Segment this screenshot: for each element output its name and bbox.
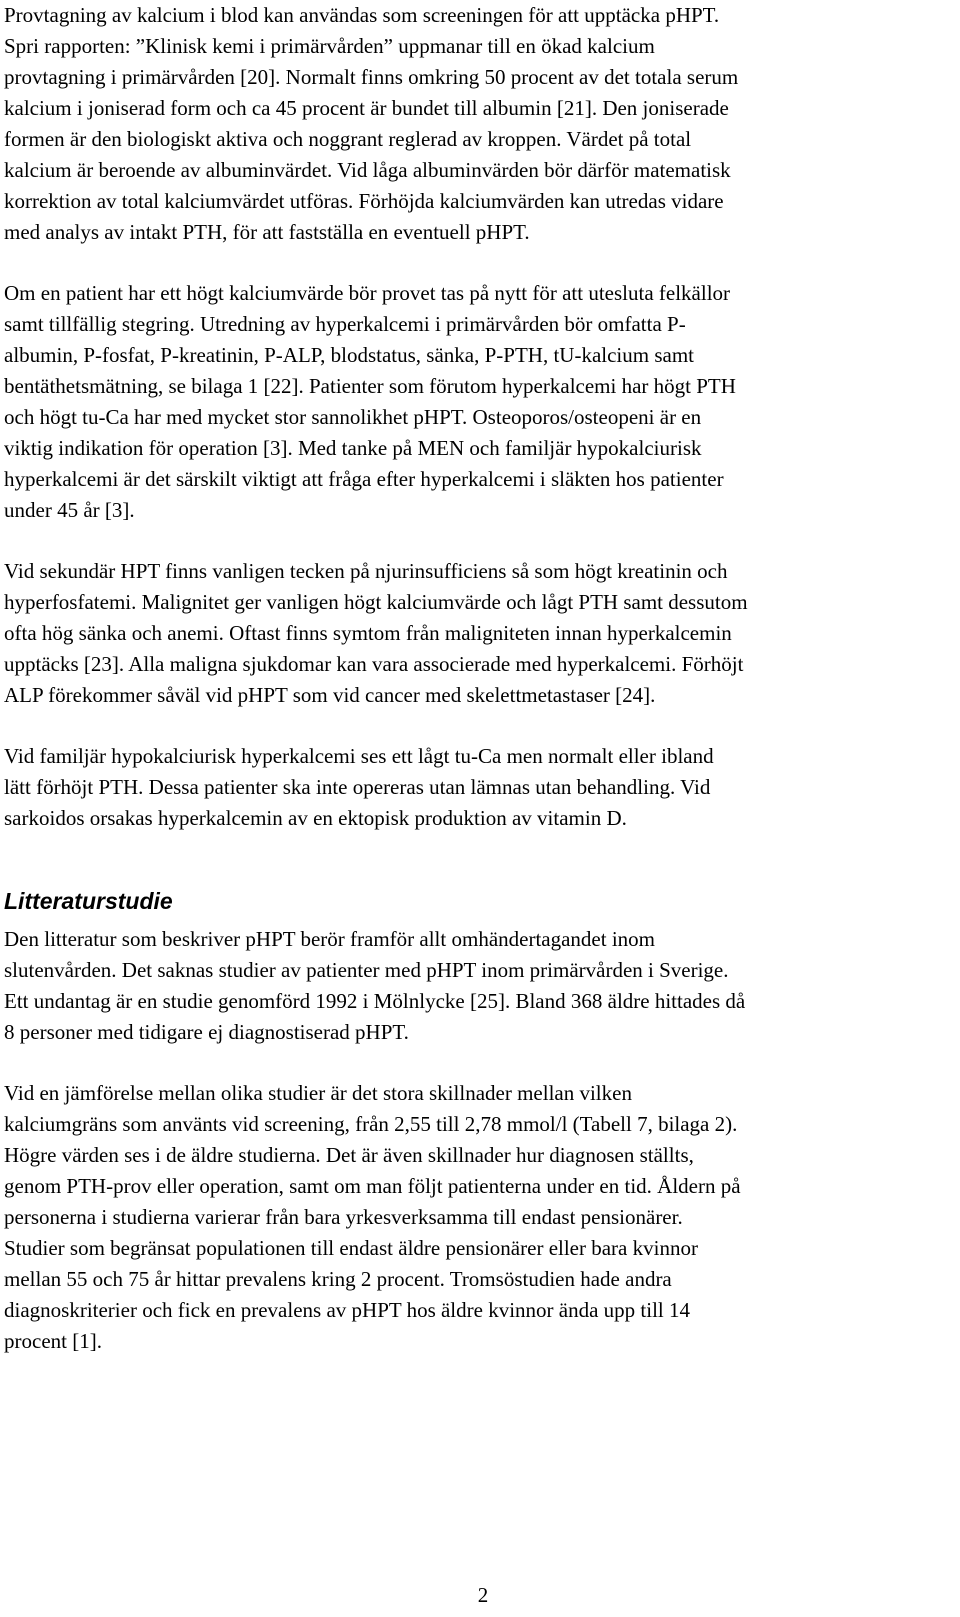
text-line: ofta hög sänka och anemi. Oftast finns symtom från maligniteten innan hyperkalcemin xyxy=(4,621,732,645)
text-line: Om en patient har ett högt kalciumvärde bör provet tas på nytt för att utesluta felkällor xyxy=(4,281,731,305)
section-spacer xyxy=(4,834,954,878)
text-line: 8 personer med tidigare ej diagnostiserad pHPT. xyxy=(4,1020,409,1044)
text-line: lätt förhöjt PTH. Dessa patienter ska inte opereras utan lämnas utan behandling. Vid xyxy=(4,775,711,799)
text-line: mellan 55 och 75 år hittar prevalens kring 2 procent. Tromsöstudien hade andra xyxy=(4,1267,672,1291)
text-line: diagnoskriterier och fick en prevalens av pHPT hos äldre kvinnor ända upp till 14 xyxy=(4,1298,691,1322)
paragraph-spacer xyxy=(4,248,954,278)
text-line: sarkoidos orsakas hyperkalcemin av en ektopisk produktion av vitamin D. xyxy=(4,806,627,830)
text-line: Provtagning av kalcium i blod kan användas som screeningen för att upptäcka pHPT. xyxy=(4,3,720,27)
text-line: provtagning i primärvården [20]. Normalt finns omkring 50 procent av det totala serum xyxy=(4,65,739,89)
paragraph-spacer xyxy=(4,711,954,741)
text-line: kalcium är beroende av albuminvärdet. Vid låga albuminvärden bör därför matematisk xyxy=(4,158,731,182)
paragraph-hypercalcemia-workup xyxy=(4,278,954,526)
text-line: viktig indikation för operation [3]. Med tanke på MEN och familjär hypokalciurisk xyxy=(4,436,702,460)
text-line: Den litteratur som beskriver pHPT berör framför allt omhändertagandet inom xyxy=(4,927,655,951)
text-line: bentäthetsmätning, se bilaga 1 [22]. Patienter som förutom hyperkalcemi har högt PTH xyxy=(4,374,736,398)
text-line: Vid sekundär HPT finns vanligen tecken på njurinsufficiens så som högt kreatinin och xyxy=(4,559,728,583)
text-line: Studier som begränsat populationen till endast äldre pensionärer eller bara kvinnor xyxy=(4,1236,698,1260)
text-line: med analys av intakt PTH, för att fastställa en eventuell pHPT. xyxy=(4,220,530,244)
text-line: Ett undantag är en studie genomförd 1992 i Mölnlycke [25]. Bland 368 äldre hittades då xyxy=(4,989,746,1013)
text-line: samt tillfällig stegring. Utredning av hyperkalcemi i primärvården bör omfatta P- xyxy=(4,312,686,336)
paragraph-familial-hypocalciuric xyxy=(4,741,954,834)
text-line: ALP förekommer såväl vid pHPT som vid cancer med skelettmetastaser [24]. xyxy=(4,683,656,707)
text-line: upptäcks [23]. Alla maligna sjukdomar kan vara associerade med hyperkalcemi. Förhöjt xyxy=(4,652,744,676)
text-line: procent [1]. xyxy=(4,1329,102,1353)
document-page xyxy=(4,0,954,1357)
text-line: Vid en jämförelse mellan olika studier är det stora skillnader mellan vilken xyxy=(4,1081,632,1105)
text-line: personerna i studierna varierar från bara yrkesverksamma till endast pensionärer. xyxy=(4,1205,683,1229)
paragraph-secondary-hpt xyxy=(4,556,954,711)
text-line: kalcium i joniserad form och ca 45 procent är bundet till albumin [21]. Den joniserade xyxy=(4,96,729,120)
text-line: korrektion av total kalciumvärdet utföras. Förhöjda kalciumvärden kan utredas vidare xyxy=(4,189,724,213)
paragraph-spacer xyxy=(4,1048,954,1078)
text-line: genom PTH-prov eller operation, samt om man följt patienterna under en tid. Åldern på xyxy=(4,1174,741,1198)
paragraph-calcium-screening xyxy=(4,0,954,248)
text-line: hyperfosfatemi. Malignitet ger vanligen högt kalciumvärde och lågt PTH samt dessutom xyxy=(4,590,748,614)
text-line: kalciumgräns som använts vid screening, från 2,55 till 2,78 mmol/l (Tabell 7, bilaga 2). xyxy=(4,1112,738,1136)
text-line: formen är den biologiskt aktiva och noggrant reglerad av kroppen. Värdet på total xyxy=(4,127,692,151)
text-line: slutenvården. Det saknas studier av patienter med pHPT inom primärvården i Sverige. xyxy=(4,958,729,982)
text-line: hyperkalcemi är det särskilt viktigt att fråga efter hyperkalcemi i släkten hos patienter xyxy=(4,467,724,491)
text-line: och högt tu-Ca har med mycket stor sannolikhet pHPT. Osteoporos/osteopeni är en xyxy=(4,405,702,429)
text-line: Högre värden ses i de äldre studierna. Det är även skillnader hur diagnosen ställts, xyxy=(4,1143,694,1167)
text-line: albumin, P-fosfat, P-kreatinin, P-ALP, blodstatus, sänka, P-PTH, tU-kalcium samt xyxy=(4,343,695,367)
paragraph-spacer xyxy=(4,526,954,556)
section-heading: Litteraturstudie xyxy=(4,888,173,914)
page-number: 2 xyxy=(477,1583,489,1607)
text-line: Spri rapporten: ”Klinisk kemi i primärvården” uppmanar till en ökad kalcium xyxy=(4,34,655,58)
paragraph-literature-overview xyxy=(4,924,954,1048)
text-line: under 45 år [3]. xyxy=(4,498,135,522)
paragraph-study-comparison xyxy=(4,1078,954,1357)
text-line: Vid familjär hypokalciurisk hyperkalcemi ses ett lågt tu-Ca men normalt eller ibland xyxy=(4,744,714,768)
